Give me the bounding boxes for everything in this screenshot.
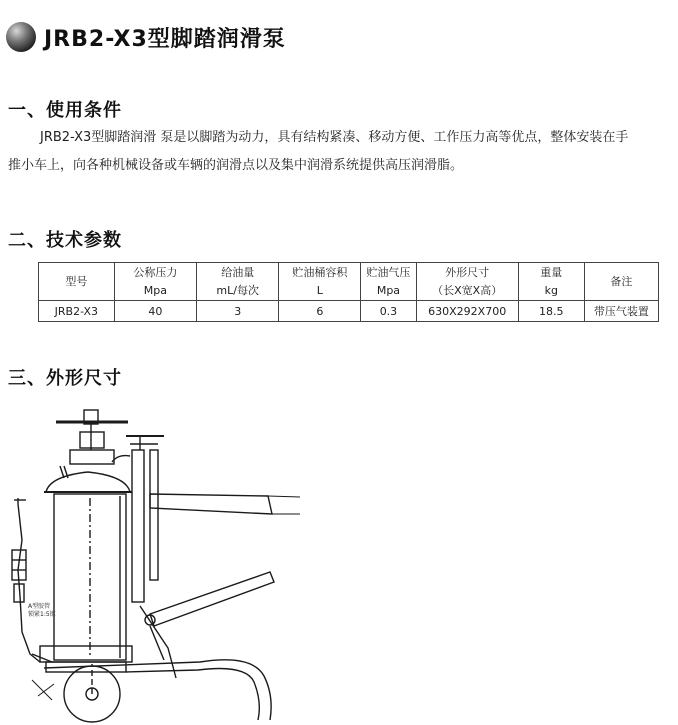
- header-dimensions: 外形尺寸 （长X宽X高）: [416, 263, 518, 301]
- usage-line-1: JRB2-X3型脚踏润滑 泵是以脚踏为动力，具有结构紧凑、移动方便、工作压力高等优点，整体安装在手: [40, 130, 629, 145]
- spec-table-header: [39, 263, 659, 301]
- header-output: 给油量 mL/每次: [197, 263, 279, 301]
- section-heading-usage: 一、使用条件: [8, 100, 122, 121]
- cell-remarks: 带压气装置: [584, 301, 658, 322]
- header-weight: 重量 kg: [518, 263, 584, 301]
- cell-output: 3: [197, 301, 279, 322]
- cell-weight: 18.5: [518, 301, 584, 322]
- usage-paragraph: [8, 124, 658, 180]
- pump-drawing: [0, 400, 340, 725]
- header-remarks: 备注: [584, 263, 658, 301]
- header-air-pressure: 贮油气压 Mpa: [361, 263, 416, 301]
- header-model: 型号: [39, 263, 115, 301]
- cell-dimensions: 630X292X700: [416, 301, 518, 322]
- spec-table: [38, 262, 659, 322]
- cell-air-pressure: 0.3: [361, 301, 416, 322]
- usage-line-2: 推小车上，向各种机械设备或车辆的润滑点以及集中润滑系统提供高压润滑脂。: [8, 158, 464, 173]
- table-row: [39, 301, 659, 322]
- drawing-label-taper: 锁紧1:5锥: [28, 611, 56, 618]
- cell-pressure: 40: [114, 301, 196, 322]
- drawing-label-hose: A型胶管: [28, 603, 51, 610]
- section-heading-dimensions: 三、外形尺寸: [8, 368, 122, 389]
- title-bullet-icon: [6, 22, 36, 52]
- header-pressure: 公称压力 Mpa: [114, 263, 196, 301]
- title-bar: [6, 20, 286, 54]
- header-volume: 贮油桶容积 L: [279, 263, 361, 301]
- section-heading-params: 二、技术参数: [8, 230, 122, 251]
- cell-volume: 6: [279, 301, 361, 322]
- cell-model: JRB2-X3: [39, 301, 115, 322]
- page-title: JRB2-X3型脚踏润滑泵: [44, 26, 286, 52]
